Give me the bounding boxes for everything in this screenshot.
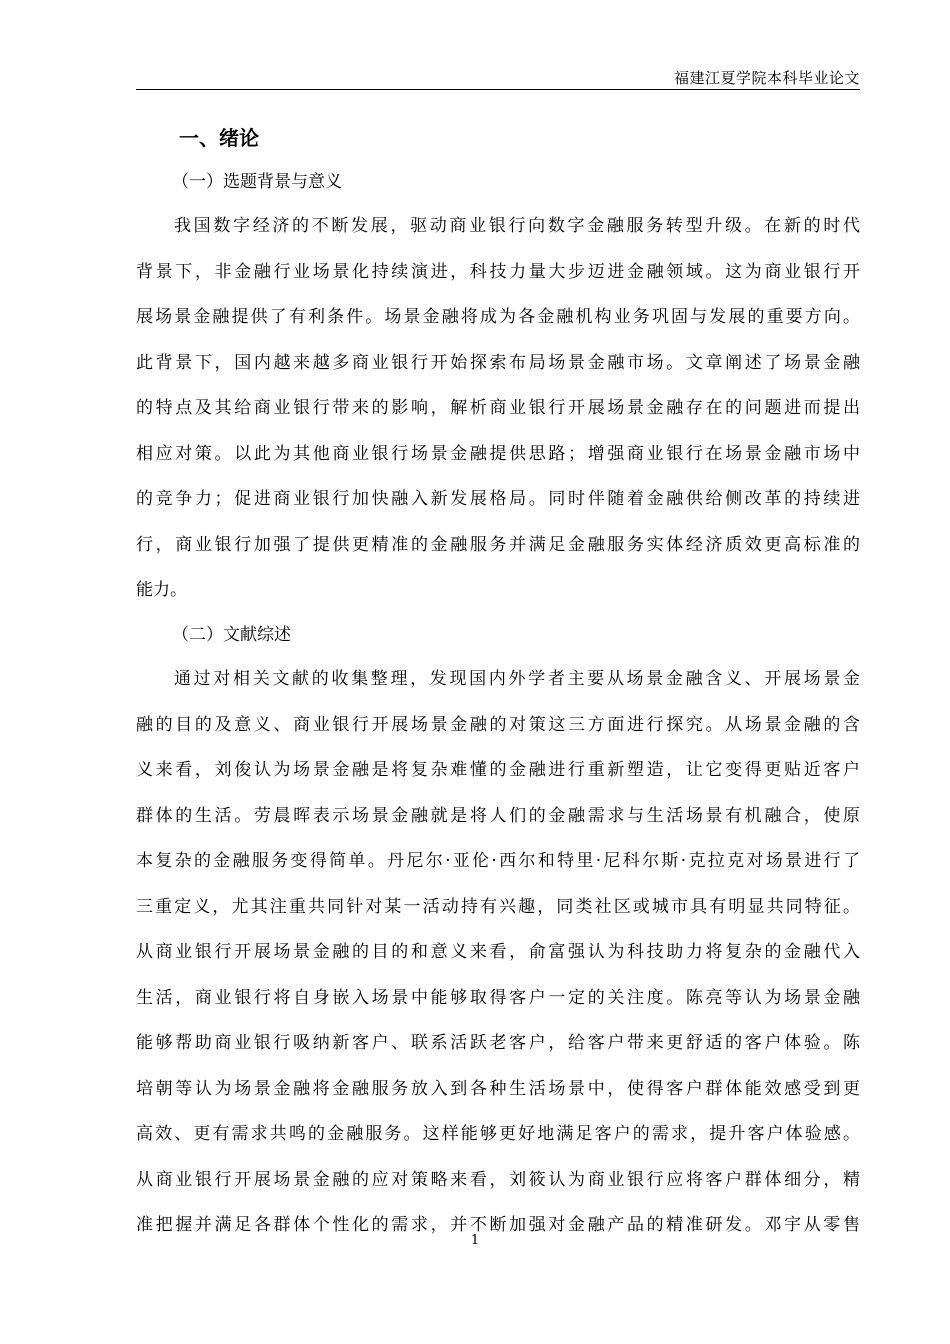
paragraph-line: 融的目的及意义、商业银行开展场景金融的对策这三方面进行探究。从场景金融的含 [136, 714, 860, 735]
paragraph-line: 的特点及其给商业银行带来的影响，解析商业银行开展场景金融存在的问题进而提出 [136, 398, 860, 418]
paragraph-line: 的竞争力；促进商业银行加快融入新发展格局。同时伴随着金融供给侧改革的持续进 [136, 489, 860, 509]
paragraph-line: 生活，商业银行将自身嵌入场景中能够取得客户一定的关注度。陈亮等认为场景金融 [136, 987, 860, 1008]
paragraph-line: 相应对策。以此为其他商业银行场景金融提供思路；增强商业银行在场景金融市场中 [136, 443, 860, 464]
paragraph-line: 准把握并满足各群体个性化的需求，并不断加强对金融产品的精准研发。邓宇从零售 [136, 1215, 860, 1235]
paragraph-line: 从商业银行开展场景金融的目的和意义来看，俞富强认为科技助力将复杂的金融代入 [136, 942, 860, 962]
paragraph-background [136, 211, 860, 621]
paragraph-literature [136, 664, 860, 1256]
paragraph-line: 能力。 [136, 580, 187, 600]
header-rule [136, 89, 860, 90]
paragraph-line: 能够帮助商业银行吸纳新客户、联系活跃老客户，给客户带来更舒适的客户体验。陈 [136, 1033, 860, 1053]
paragraph-line: 义来看，刘俊认为场景金融是将复杂难懂的金融进行重新塑造，让它变得更贴近客户 [136, 760, 860, 780]
paragraph-line: 展场景金融提供了有利条件。场景金融将成为各金融机构业务巩固与发展的重要方向。 [136, 307, 860, 327]
paragraph-line: 此背景下，国内越来越多商业银行开始探索布局场景金融市场。文章阐述了场景金融 [136, 352, 860, 373]
paragraph-line: 通过对相关文献的收集整理，发现国内外学者主要从场景金融含义、开展场景金 [174, 669, 860, 689]
paragraph-line: 从商业银行开展场景金融的应对策略来看，刘筱认为商业银行应将客户群体细分，精 [136, 1169, 860, 1190]
page-number: 1 [470, 1233, 480, 1248]
paragraph-line: 背景下，非金融行业场景化持续演进，科技力量大步迈进金融领域。这为商业银行开 [136, 261, 860, 282]
paragraph-line: 培朝等认为场景金融将金融服务放入到各种生活场景中，使得客户群体能效感受到更 [136, 1078, 860, 1099]
paragraph-line: 群体的生活。劳晨晖表示场景金融就是将人们的金融需求与生活场景有机融合，使原 [136, 805, 860, 826]
paragraph-line: 本复杂的金融服务变得简单。丹尼尔·亚伦·西尔和特里·尼科尔斯·克拉克对场景进行了 [136, 851, 860, 871]
paragraph-line: 三重定义，尤其注重共同针对某一活动持有兴趣，同类社区或城市具有明显共同特征。 [136, 896, 860, 917]
paragraph-line: 高效、更有需求共鸣的金融服务。这样能够更好地满足客户的需求，提升客户体验感。 [136, 1124, 860, 1144]
section-heading: 一、绪论 [179, 126, 259, 150]
paragraph-line: 我国数字经济的不断发展，驱动商业银行向数字金融服务转型升级。在新的时代 [174, 216, 860, 236]
subsection-heading-literature: （二）文献综述 [172, 625, 291, 645]
subsection-heading-background: （一）选题背景与意义 [172, 172, 342, 192]
paragraph-line: 行，商业银行加强了提供更精准的金融服务并满足金融服务实体经济质效更高标准的 [136, 534, 860, 555]
running-header: 福建江夏学院本科毕业论文 [673, 69, 860, 87]
